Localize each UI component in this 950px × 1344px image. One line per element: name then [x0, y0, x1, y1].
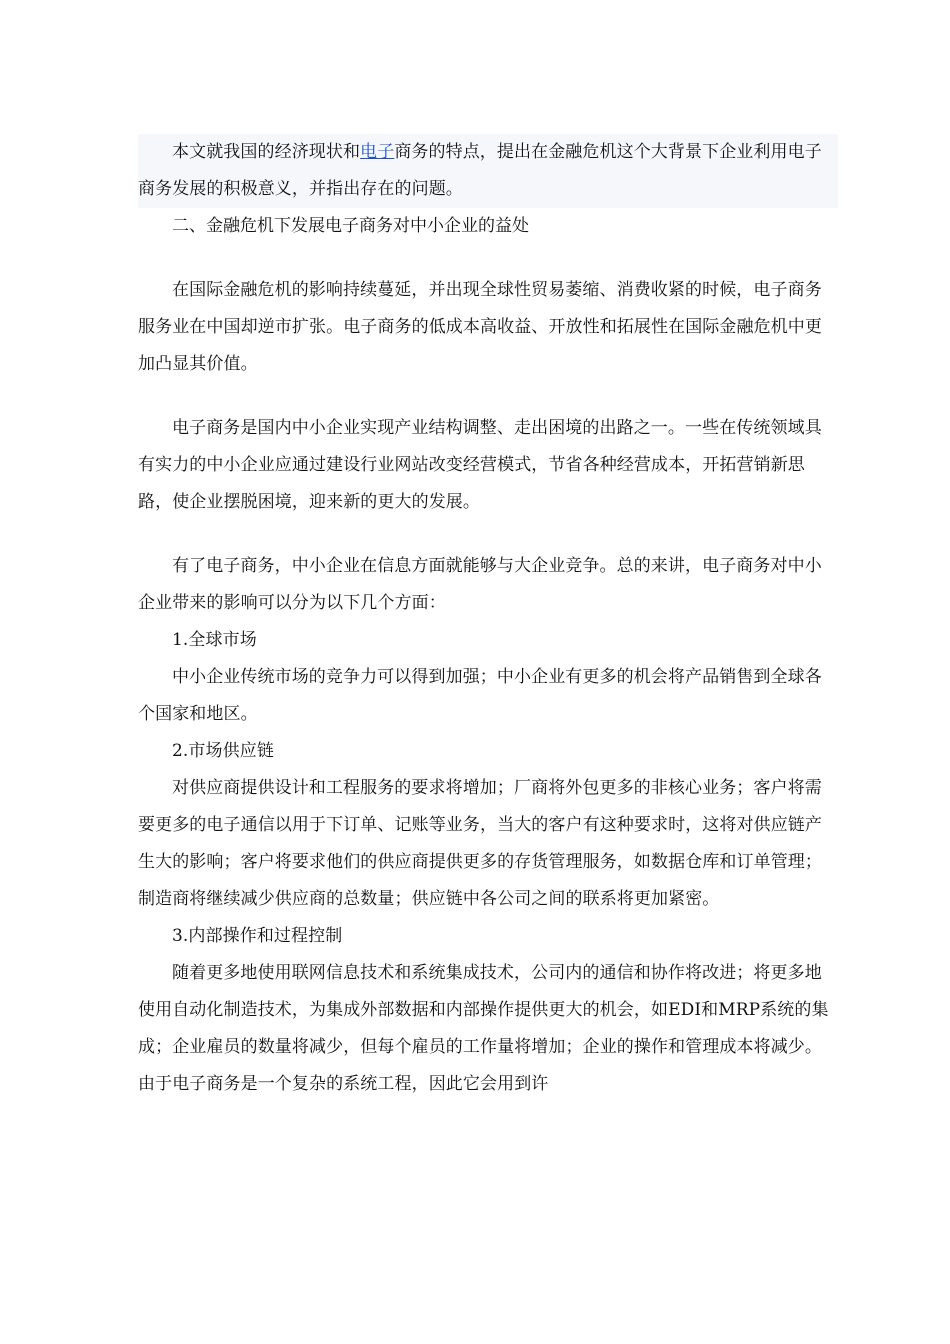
- item-1-body: 中小企业传统市场的竞争力可以得到加强；中小企业有更多的机会将产品销售到全球各个国家和地区。: [138, 667, 822, 724]
- intro-paragraph: [138, 134, 838, 208]
- intro-text-after: 商务的特点，提出在金融危机这个大背景下企业利用电子商务发展的积极意义，并指出存在的问题。: [138, 142, 822, 199]
- item-1-title: 1.全球市场: [172, 630, 257, 650]
- paragraph-2: 电子商务是国内中小企业实现产业结构调整、走出困境的出路之一。一些在传统领域具有实力的中小企业应通过建设行业网站改变经营模式，节省各种经营成本，开拓营销新思路，使企业摆脱困境，迎来新的更大的发展。: [138, 418, 822, 512]
- intro-text-before: 本文就我国的经济现状和: [172, 142, 361, 162]
- item-3-title: 3.内部操作和过程控制: [172, 926, 343, 946]
- item-2-title: 2.市场供应链: [172, 741, 274, 761]
- paragraph-1: 在国际金融危机的影响持续蔓延，并出现全球性贸易萎缩、消费收紧的时候，电子商务服务业在中国却逆市扩张。电子商务的低成本高收益、开放性和拓展性在国际金融危机中更加凸显其价值。: [138, 280, 822, 374]
- ecommerce-link[interactable]: 电子: [360, 142, 395, 162]
- document-page: [138, 134, 838, 1103]
- section-heading: 二、金融危机下发展电子商务对中小企业的益处: [172, 216, 529, 236]
- paragraph-3: 有了电子商务，中小企业在信息方面就能够与大企业竞争。总的来讲，电子商务对中小企业带来的影响可以分为以下几个方面：: [138, 556, 822, 613]
- item-3-body: 随着更多地使用联网信息技术和系统集成技术，公司内的通信和协作将改进；将更多地使用自动化制造技术，为集成外部数据和内部操作提供更大的机会，如EDI和MRP系统的集成；企业雇员的数量将减少，但每个雇员的工作量将增加；企业的操作和管理成本将减少。由于电子商务是一个复杂的系统工程，因此它会用到许: [138, 963, 829, 1094]
- item-2-body: 对供应商提供设计和工程服务的要求将增加；厂商将外包更多的非核心业务；客户将需要更多的电子通信以用于下订单、记账等业务，当大的客户有这种要求时，这将对供应链产生大的影响；客户将要求他们的供应商提供更多的存货管理服务，如数据仓库和订单管理；制造商将继续减少供应商的总数量；供应链中各公司之间的联系将更加紧密。: [138, 778, 822, 909]
